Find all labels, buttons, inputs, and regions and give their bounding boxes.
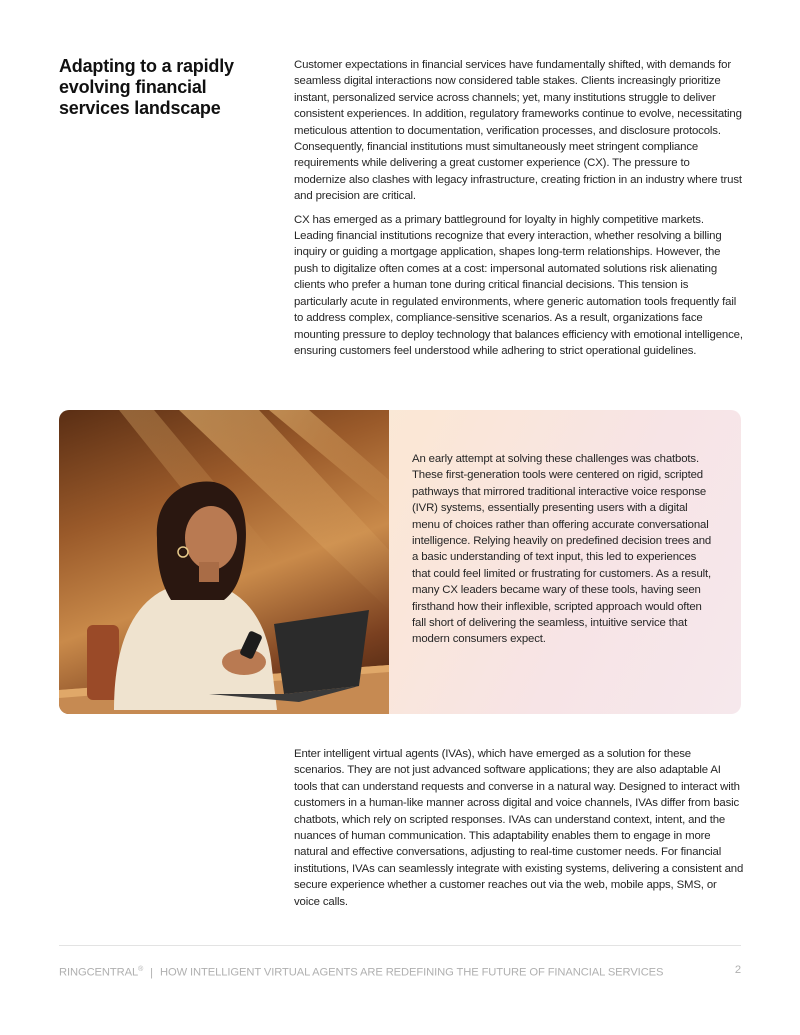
page-number: 2: [734, 964, 741, 976]
footer-brand: RINGCENTRAL: [59, 966, 139, 979]
intro-paragraph-2: CX has emerged as a primary battleground for loyalty in highly competitive markets. Leading financial institutions recognize that every interaction, whether resolving a billing inquiry or guiding a mortgage application, shapes long-term relationships. However, the push to digitalize often comes at a cost: impersonal automated solutions risk alienating clients who prefer a human tone during critical financial decisions. This tension is particularly acute in regulated environments, where generic automation tools frequently fail to address complex, compliance-sensitive scenarios. As a result, organizations face mounting pressure to deploy technology that balances efficiency with emotional intelligence, ensuring customers feel understood while adhering to strict operational guidelines.: [294, 213, 743, 357]
feature-text: An early attempt at solving these challenges was chatbots. These first-generation tools were centered on rigid, scripted pathways that mirrored traditional interactive voice response (IVR) systems, essentially presenting users with a digital menu of choices rather than offering accurate conversational intelligence. Relying heavily on predefined decision trees and a basic understanding of text input, this led to experiences that could feel limited or frustrating for customers. As a result, many CX leaders became wary of these tools, having seen firsthand how their inflexible, scripted approach would often fall short of delivering the seamless, intuitive service that modern consumers expect.: [412, 453, 712, 646]
footer-divider: [59, 945, 741, 946]
woman-with-phone-and-laptop-photo: [59, 410, 389, 714]
page-footer: [59, 963, 741, 980]
footer-separator: |: [150, 966, 153, 979]
section-heading: Adapting to a rapidly evolving financial services landscape: [59, 56, 234, 118]
registered-mark: ®: [138, 966, 144, 973]
closing-paragraph: Enter intelligent virtual agents (IVAs), which have emerged as a solution for these scenarios. They are not just advanced software applications; they are also adaptable AI tools that can understand requests and converse in a natural way. Designed to interact with customers in a human-like manner across digital and voice channels, IVAs differ from basic chatbots, which rely on scripted responses. IVAs can understand context, intent, and the nuances of human communication. This adaptability enables them to engage in more natural and effective conversations, adjusting to real-time customer needs. For financial institutions, IVAs can seamlessly integrate with existing systems, delivering a consistent and secure experience whether a customer reaches out via the web, mobile apps, SMS, or voice calls.: [294, 748, 744, 908]
intro-paragraph-1: Customer expectations in financial services have fundamentally shifted, with demands for seamless digital interactions now considered table stakes. Clients increasingly prioritize instant, personalized service across channels; yet, many institutions struggle to deliver consistent experiences. In addition, regulatory frameworks continue to evolve, necessitating meticulous attention to documentation, verification processes, and disclosure protocols. Consequently, financial institutions must simultaneously meet stringent compliance requirements while delivering a great customer experience (CX). The pressure to modernize also clashes with legacy infrastructure, creating friction in an industry where trust and precision are critical.: [294, 59, 742, 203]
footer-title: HOW INTELLIGENT VIRTUAL AGENTS ARE REDEFINING THE FUTURE OF FINANCIAL SERVICES: [160, 966, 664, 979]
closing-text: [294, 746, 744, 917]
feature-callout: [59, 410, 741, 714]
photo-illustration: [59, 410, 389, 714]
intro-text: [294, 57, 744, 366]
